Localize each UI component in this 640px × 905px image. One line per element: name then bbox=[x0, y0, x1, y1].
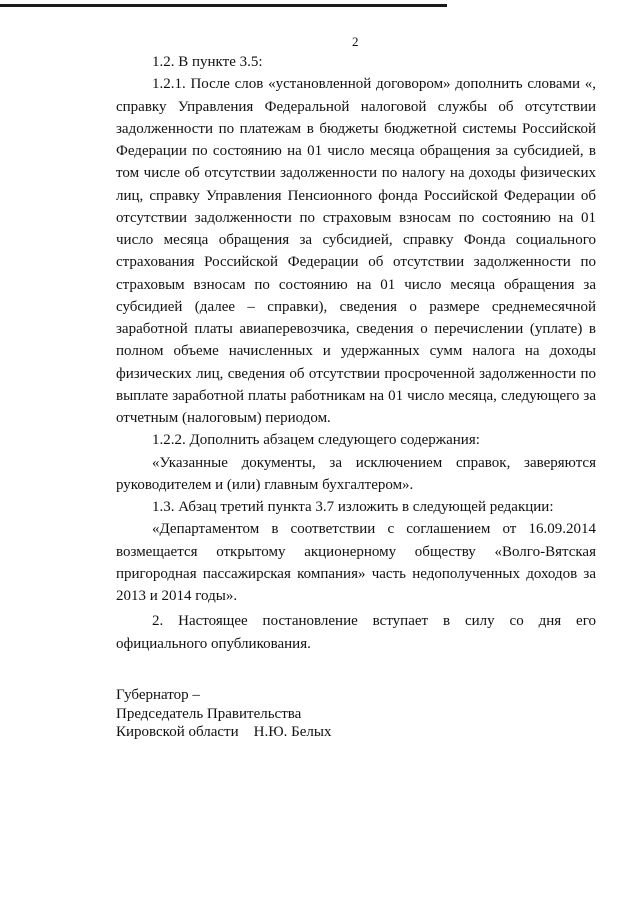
paragraph-quote-department: «Департаментом в соответствии с соглашением от 16.09.2014 возмещается открытому акционерному обществу «Волго-Вятская пригородная пассажирская компания» часть недополученных доходов за 2013 и 2014 годы». bbox=[116, 521, 596, 604]
paragraph-1-2: 1.2. В пункте 3.5: bbox=[152, 54, 263, 70]
paragraph-1-3: 1.3. Абзац третий пункта 3.7 изложить в следующей редакции: bbox=[152, 499, 554, 515]
page-number: 2 bbox=[352, 34, 359, 49]
paragraph-1-2-1: 1.2.1. После слов «установленной договором» дополнить словами «, справку Управления Федеральной налоговой службы об отсутствии задолженности по платежам в бюджеты бюджетной системы Российской Федерации по состоянию на 01 число месяца обращения за субсидией, в том числе об отсутствии задолженности по налогу на доходы физических лиц, справку Управления Пенсионного фонда Российской Федерации об отсутствии задолженности по страховым взносам по состоянию на 01 число месяца обращения за субсидией, справку Фонда социального страхования Российской Федерации об отсутствии задолженности по страховым взносам по состоянию на 01 число месяца обращения за субсидией (далее – справки), сведения о размере среднемесячной заработной платы авиаперевозчика, сведения о перечислении (уплате) в полном объеме начисленных и удержанных сумм налога на доходы физических лиц, сведения об отсутствии просроченной задолженности по выплате заработной платы работникам на 01 число месяца, следующего за отчетным (налоговым) периодом. bbox=[116, 76, 596, 426]
paragraph-quote-documents: «Указанные документы, за исключением справок, заверяются руководителем и (или) главным бухгалтером». bbox=[116, 454, 596, 493]
signature-title-governor: Губернатор – bbox=[116, 687, 200, 703]
signature-title-chairman: Председатель Правительства bbox=[116, 705, 302, 722]
document-body bbox=[116, 51, 596, 655]
signature-block bbox=[116, 686, 331, 742]
paragraph-1-2-2: 1.2.2. Дополнить абзацем следующего содержания: bbox=[152, 432, 480, 449]
signature-region-and-name: Кировской области Н.Ю. Белых bbox=[116, 724, 332, 740]
paragraph-2: 2. Настоящее постановление вступает в силу со дня его официального опубликования. bbox=[116, 613, 596, 652]
top-rule bbox=[0, 4, 447, 7]
